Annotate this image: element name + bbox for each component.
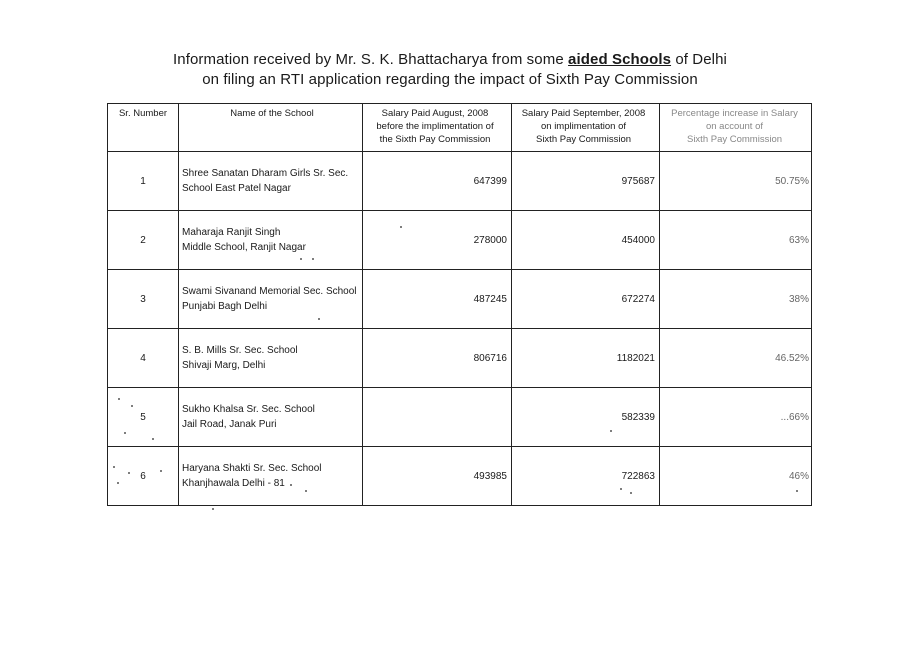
- school-name-line-2: Shivaji Marg, Delhi: [182, 360, 266, 371]
- scan-speck: [300, 258, 302, 260]
- school-name-line-1: S. B. Mills Sr. Sec. School: [182, 345, 298, 356]
- header-sep-line-3: Sixth Pay Commission: [535, 134, 632, 145]
- school-name-line-2: School East Patel Nagar: [182, 183, 291, 194]
- cell-salary-september: 975687: [512, 152, 660, 211]
- scan-speck: [796, 490, 798, 492]
- cell-salary-august: 487245: [363, 270, 512, 329]
- cell-sr: 4: [108, 329, 179, 388]
- cell-percentage: 63%: [660, 211, 812, 270]
- cell-percentage: 46.52%: [660, 329, 812, 388]
- cell-percentage: 38%: [660, 270, 812, 329]
- cell-salary-september: 1182021: [512, 329, 660, 388]
- scan-speck: [312, 258, 314, 260]
- school-name-line-1: Shree Sanatan Dharam Girls Sr. Sec.: [182, 168, 349, 179]
- document-title: [0, 50, 900, 90]
- scan-speck: [212, 508, 214, 510]
- scan-speck: [290, 484, 292, 486]
- title-line-2: on filing an RTI application regarding the impact of Sixth Pay Commission: [202, 71, 698, 88]
- school-name-line-1: Maharaja Ranjit Singh: [182, 227, 281, 238]
- title-part-2: of Delhi: [675, 51, 727, 68]
- cell-percentage: 46%: [660, 447, 812, 506]
- school-name-line-2: Jail Road, Janak Puri: [182, 419, 277, 430]
- header-school-name: Name of the School: [179, 104, 363, 152]
- school-name-line-2: Khanjhawala Delhi - 81: [182, 478, 285, 489]
- header-pct-line-2: on account of: [705, 121, 764, 132]
- scan-speck: [118, 398, 120, 400]
- header-sep-line-1: Salary Paid September, 2008: [521, 108, 646, 119]
- table-row: [108, 211, 812, 270]
- cell-sr: 2: [108, 211, 179, 270]
- cell-salary-september: 672274: [512, 270, 660, 329]
- cell-salary-august: 278000: [363, 211, 512, 270]
- scan-speck: [160, 470, 162, 472]
- school-name-line-1: Swami Sivanand Memorial Sec. School: [182, 286, 357, 297]
- header-sep-line-2: on implimentation of: [540, 121, 627, 132]
- table-row: [108, 388, 812, 447]
- header-sr-number: Sr. Number: [108, 104, 179, 152]
- cell-sr: 5: [108, 388, 179, 447]
- scan-speck: [620, 488, 622, 490]
- cell-salary-august: [363, 388, 512, 447]
- scan-speck: [128, 472, 130, 474]
- table-row: [108, 152, 812, 211]
- scan-speck: [113, 466, 115, 468]
- header-aug-line-2: before the implimentation of: [376, 121, 494, 132]
- title-emphasis: aided Schools: [568, 51, 672, 68]
- scan-speck: [318, 318, 320, 320]
- cell-percentage: ...66%: [660, 388, 812, 447]
- table-row: [108, 270, 812, 329]
- cell-percentage: 50.75%: [660, 152, 812, 211]
- cell-salary-august: 647399: [363, 152, 512, 211]
- scan-speck: [630, 492, 632, 494]
- school-name-line-1: Sukho Khalsa Sr. Sec. School: [182, 404, 315, 415]
- header-salary-september: [512, 104, 660, 152]
- cell-school-name: [179, 447, 363, 506]
- header-pct-line-3: Sixth Pay Commission: [686, 134, 783, 145]
- cell-school-name: [179, 152, 363, 211]
- cell-sr: 3: [108, 270, 179, 329]
- scan-speck: [152, 438, 154, 440]
- scan-speck: [400, 226, 402, 228]
- cell-salary-september: 582339: [512, 388, 660, 447]
- header-aug-line-1: Salary Paid August, 2008: [381, 108, 489, 119]
- scan-speck: [124, 432, 126, 434]
- scan-speck: [117, 482, 119, 484]
- header-aug-line-3: the Sixth Pay Commission: [379, 134, 491, 145]
- school-name-line-1: Haryana Shakti Sr. Sec. School: [182, 463, 322, 474]
- cell-salary-september: 722863: [512, 447, 660, 506]
- header-pct-line-1: Percentage increase in Salary: [671, 108, 798, 119]
- cell-school-name: [179, 329, 363, 388]
- title-part-1: Information received by Mr. S. K. Bhattacharya from some: [173, 51, 564, 68]
- cell-school-name: [179, 211, 363, 270]
- school-name-line-2: Middle School, Ranjit Nagar: [182, 242, 306, 253]
- cell-school-name: [179, 388, 363, 447]
- cell-salary-september: 454000: [512, 211, 660, 270]
- school-name-line-2: Punjabi Bagh Delhi: [182, 301, 268, 312]
- cell-salary-august: 806716: [363, 329, 512, 388]
- scan-speck: [131, 405, 133, 407]
- header-salary-august: [363, 104, 512, 152]
- scan-speck: [610, 430, 612, 432]
- table-header-row: [108, 104, 812, 152]
- scan-speck: [305, 490, 307, 492]
- cell-sr: 1: [108, 152, 179, 211]
- salary-table: [107, 103, 812, 506]
- cell-school-name: [179, 270, 363, 329]
- table-row: [108, 447, 812, 506]
- cell-sr: 6: [108, 447, 179, 506]
- header-percentage-increase: [660, 104, 812, 152]
- cell-salary-august: 493985: [363, 447, 512, 506]
- table-row: [108, 329, 812, 388]
- title-line-1: [0, 50, 900, 70]
